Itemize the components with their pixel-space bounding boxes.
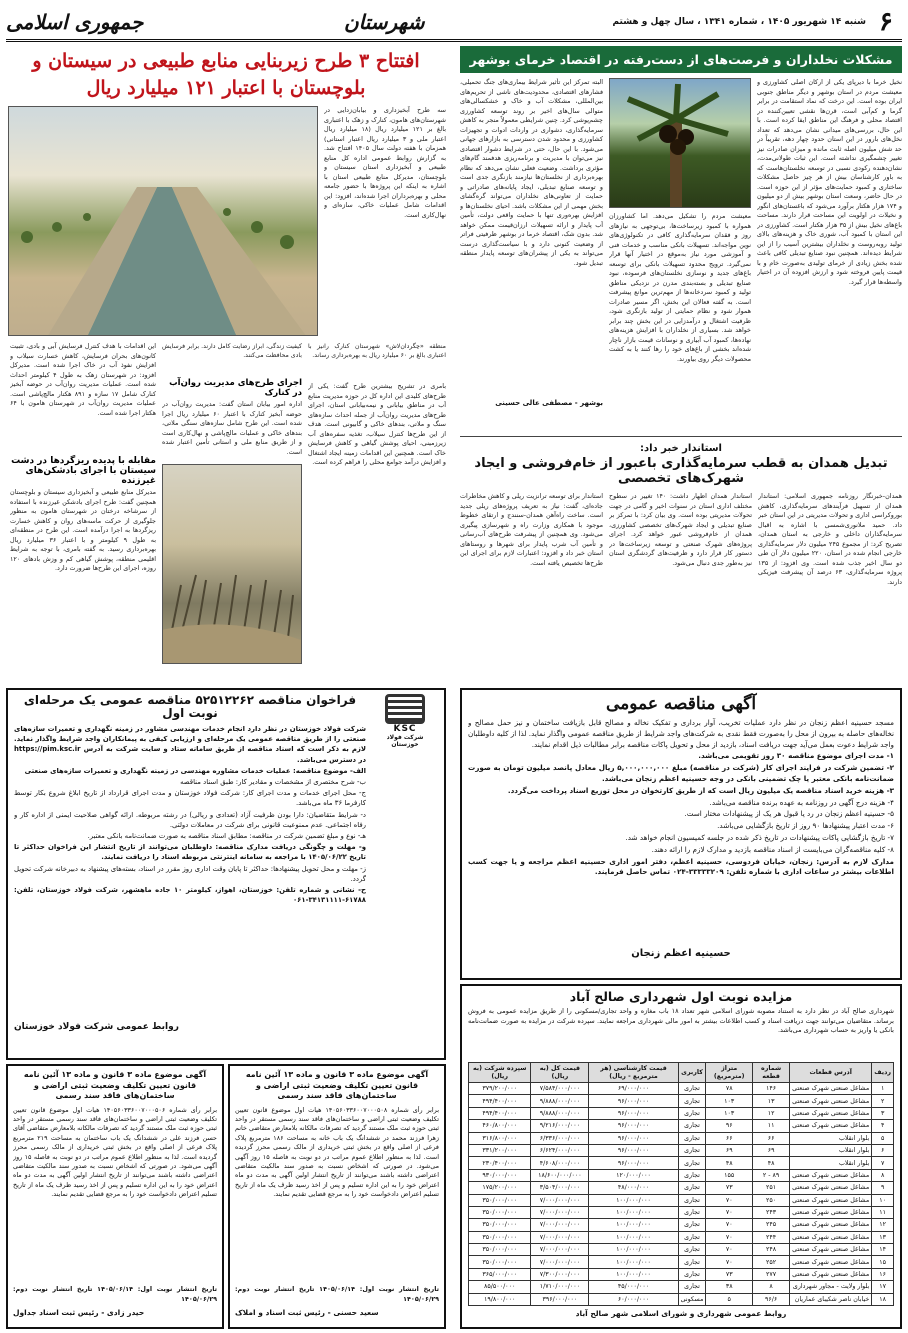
- table-cell: ۹/۸۸۸/۰۰۰/۰۰۰: [531, 1107, 589, 1119]
- ad-notice-1-title: آگهی موضوع ماده ۳ قانون و ماده ۱۳ آئین نامه قانون تعیین تکلیف وضعیت ثبتی اراضی و ساختمان‌های فاقد سند رسمی: [23, 1070, 207, 1100]
- masthead: [6, 4, 902, 42]
- story-hamedan-col-3: استاندار برای توسعه ترانزیت ریلی و کاهش مخاطرات جاده‌ای، گفت: نیاز به تعریف پروژه‌های ریلی جدید است. ساخت راه‌آهن همدان-سنندج و ارتقای خطوط موجود با همکاری وزارت راه و شهرسازی پیگیری می‌شود. وی همچنین از پیشرفت طرح‌های آب‌رسانی و تأمین آب شرب پایدار برای شهرها و روستاهای استان خبر داد و افزود: اعتبارات لازم برای اجرای این طرح‌ها تخصیص یافته است.: [460, 492, 603, 567]
- table-cell: ۷/۳۰۰/۰۰۰/۰۰۰: [531, 1268, 589, 1280]
- page-number: ۶: [879, 6, 893, 37]
- ad-tender-zanjan-title: آگهی مناقصه عمومی: [605, 694, 757, 714]
- ad-notice-1-dates: تاریخ انتشار نوبت اول: ۱۴۰۵/۰۶/۱۴ تاریخ انتشار نوبت دوم: ۱۴۰۵/۰۶/۲۹: [13, 1284, 217, 1304]
- table-cell: ۸۵/۵۰۰/۰۰۰: [469, 1281, 531, 1293]
- story-hamedan-headline: تبدیل همدان به قطب سرمایه‌گذاری باعبور از خام‌فروشی و ایجاد شهرک‌های تخصصی: [474, 456, 888, 486]
- table-cell: ۴۸: [753, 1157, 790, 1169]
- table-cell: ۳۳۱/۲۰۰/۰۰۰: [469, 1144, 531, 1156]
- table-row: [469, 1281, 894, 1293]
- table-cell: ۹۶/۰۰۰/۰۰۰: [589, 1107, 678, 1119]
- story-sistan-subhead-2: اجرای طرح‌های مدیریت روان‌آب در کنارک: [169, 378, 302, 398]
- table-cell: خیابان ناصر شکیبای عماریان: [790, 1293, 872, 1305]
- table-cell: تجاری: [678, 1083, 706, 1095]
- table-cell: مشاغل صنعتی شهرک صنعتی: [790, 1182, 872, 1194]
- table-cell: ۴۸/۰۰۰/۰۰۰: [589, 1182, 678, 1194]
- table-cell: ۷۰: [706, 1256, 753, 1268]
- table-row: [469, 1169, 894, 1181]
- table-cell: ۳۵۰/۰۰۰/۰۰۰: [469, 1194, 531, 1206]
- table-cell: ۷/۰۰۰/۰۰۰/۰۰۰: [531, 1231, 589, 1243]
- table-row: [469, 1182, 894, 1194]
- table-cell: ۹۶/۰۰۰/۰۰۰: [589, 1095, 678, 1107]
- canal-caption: منطقه «چگردان‌لاش» شهرستان کنارک رانیز با اعتباری بالغ بر ۶۰ میلیارد ریال به بهره‌برداری رساند.: [308, 343, 446, 359]
- table-cell: ۹۳۰/۰۰۰/۰۰۰: [469, 1169, 531, 1181]
- table-cell: ۱۷: [872, 1281, 894, 1293]
- table-cell: ۴۸: [706, 1157, 753, 1169]
- story-hamedan-col-2: استاندار همدان اظهار داشت: ۱۴۰ تغییر در سطوح مختلف اداری استان در سنوات اخیر و گامی در جهت تحولات مدیریتی بوده است. وی بیان کرد: با تمرکز بر صنایع تبدیلی و ایجاد شهرک‌های تخصصی کشاورزی، همدان از خام‌فروشی عبور خواهد کرد. اجرای پروژه‌های شهرک صنعتی و توسعه زیرساخت‌ها در دستور کار قرار دارد و ظرفیت‌های گردشگری استان نیز به‌طور جدی دنبال می‌شود.: [609, 492, 752, 567]
- table-cell: مشاغل صنعتی شهرک صنعتی: [790, 1095, 872, 1107]
- water-canal-icon: [8, 107, 317, 336]
- table-cell: ۶/۳۳۶/۰۰۰/۰۰۰: [531, 1132, 589, 1144]
- table-cell: مشاغل صنعتی شهرک صنعتی: [790, 1206, 872, 1218]
- ad-tender-ksc: [6, 688, 446, 1060]
- story-bushehr-headline: مشکلات نخلداران و فرصت‌های از دست‌رفته در اقتصاد خرمای بوشهر: [460, 46, 902, 73]
- table-cell: ۳/۵۰۴/۰۰۰/۰۰۰: [531, 1182, 589, 1194]
- table-cell: ۳۵۰/۰۰۰/۰۰۰: [469, 1231, 531, 1243]
- table-cell: ۱۵: [872, 1256, 894, 1268]
- table-row: [469, 1256, 894, 1268]
- table-cell: ۶۹: [706, 1144, 753, 1156]
- auction-table: [468, 1062, 894, 1306]
- table-cell: مشاغل صنعتی شهرک صنعتی: [790, 1219, 872, 1231]
- table-cell: ۲۴۴: [753, 1231, 790, 1243]
- table-cell: ۴۹۴/۴۰۰/۰۰۰: [469, 1107, 531, 1119]
- table-cell: ۷۳: [706, 1268, 753, 1280]
- table-cell: تجاری: [678, 1268, 706, 1280]
- table-cell: ۲۴۸: [753, 1244, 790, 1256]
- table-cell: ۷۰: [706, 1194, 753, 1206]
- table-row: [469, 1157, 894, 1169]
- table-cell: ۱۵۵: [706, 1169, 753, 1181]
- table-cell: ۹۶: [706, 1120, 753, 1132]
- table-cell: ۱۲: [872, 1219, 894, 1231]
- table-cell: ۱۰۰/۰۰۰/۰۰۰: [589, 1206, 678, 1218]
- table-cell: ۶۹/۰۰۰/۰۰۰: [589, 1083, 678, 1095]
- table-cell: ۶۶: [706, 1132, 753, 1144]
- table-cell: ۳۵۰/۰۰۰/۰۰۰: [469, 1206, 531, 1218]
- table-cell: ۳۵۰/۰۰۰/۰۰۰: [469, 1219, 531, 1231]
- table-cell: ۱۰۰/۰۰۰/۰۰۰: [589, 1231, 678, 1243]
- table-cell: ۱۰: [872, 1194, 894, 1206]
- table-cell: تجاری: [678, 1107, 706, 1119]
- table-cell: ۹۶/۶: [753, 1293, 790, 1305]
- table-cell: ۶۹: [753, 1144, 790, 1156]
- ksc-logo-icon: [385, 694, 425, 724]
- table-cell: ۱۰۰/۰۰۰/۰۰۰: [589, 1244, 678, 1256]
- story-sistan-lead: سه طرح آبخیزداری و بیابان‌زدایی در شهرستان‌های هامون، کنارک و زهک با اعتباری بالغ بر ۱۲۱ میلیارد ریال (۱۸ میلیارد ریال اعتبار ملی و ۳ میلیارد ریال اعتبار استانی) همزمان با هفته دولت سال ۱۴۰۵ افتتاح شد. به گزارش روابط عمومی اداره کل منابع طبیعی و آبخیزداری استان سیستان و بلوچستان، مدیرکل منابع طبیعی استان با اشاره به اینکه این پروژه‌ها با حضور جامعه محلی و بهره‌برداران اجرا شده‌اند، افزود: این اقدامات شامل عملیات خاکی، سازه‌ای و نهال‌کاری است.: [324, 106, 446, 219]
- table-cell: ۹۶/۰۰۰/۰۰۰: [589, 1120, 678, 1132]
- table-cell: ۷۸: [706, 1083, 753, 1095]
- table-cell: بلوار انقلاب: [790, 1157, 872, 1169]
- table-cell: ۱۸: [872, 1293, 894, 1305]
- table-cell: ۱/۷۱۰/۰۰۰/۰۰۰: [531, 1281, 589, 1293]
- table-cell: ۳۵۰/۰۰۰/۰۰۰: [469, 1256, 531, 1268]
- table-cell: ۷۰: [706, 1206, 753, 1218]
- table-cell: ۴۹۴/۴۰۰/۰۰۰: [469, 1095, 531, 1107]
- table-cell: ۱۸/۶۰۰/۰۰۰/۰۰۰: [531, 1169, 589, 1181]
- table-cell: ۲: [872, 1095, 894, 1107]
- bushes-caption: کیفیت زندگی، ابراز رضایت کامل دارند. برابر فرسایش بادی محافظت می‌کنند.: [162, 343, 302, 359]
- table-cell: ۱۱: [872, 1206, 894, 1218]
- ad-notice-2-dates: تاریخ انتشار نوبت اول: ۱۴۰۵/۰۶/۱۴ تاریخ انتشار نوبت دوم: ۱۴۰۵/۰۶/۲۹: [235, 1284, 439, 1304]
- ad-auction-saleh-abad: [460, 984, 902, 1329]
- table-row: [469, 1132, 894, 1144]
- palm-tree-icon: [609, 79, 750, 208]
- table-cell: ۱۰۰/۰۰۰/۰۰۰: [589, 1219, 678, 1231]
- story-sistan-headline: افتتاح ۳ طرح زیربنایی منابع طبیعی در سیستان و بلوچستان با اعتبار ۱۲۱ میلیارد ریال: [32, 50, 420, 99]
- table-cell: ۱: [872, 1083, 894, 1095]
- table-cell: ۱۳: [872, 1231, 894, 1243]
- story-bushehr-col-1: نخیل خرما با دیرپای یکی از ارکان اصلی کشاورزی و معیشت مردم در استان بوشهر و دیگر مناطق جنوبی ایران بوده است. این درخت که نماد استقامت در برابر گرما و کم‌آبی است، قرن‌ها نقشی تعیین‌کننده در اقتصاد محلی و فرهنگ این مناطق ایفا کرده است. با این حال، بررسی‌های میدانی نشان می‌دهد که تعداد نخل‌های بارور در این استان حدود چهار دهه، تقریباً در حد شش میلیون اصله ثابت مانده و میزان صادرات نیز تغییر چشمگیری نداشته است. این ثبات طولانی‌مدت، نشان‌دهنده رکودی نسبی در توسعه نخلستان‌هاست که به باور کارشناسان بیش از هر چیز حاصل مشکلات ساختاری و کمبود حمایت‌های مؤثر از این حوزه است. در حال حاضر، وسعت استان بوشهر بیش از دو میلیون و ۱۷۴ هزار هکتار برآورد می‌شود که باغستان‌های انگور و نخیلات در اولویت این مساحت قرار دارند. مساحت باغ‌های نخیل بیش از ۳۵ هزار هکتار است. کشاورزی در این استان با کمبود آب، شوری خاک و هزینه‌های بالای تولید روبه‌روست و نخلداران بیشترین آسیب را از این شرایط دیده‌اند. همچنین نبود صنایع تبدیلی کافی باعث شده بخش زیادی از خرمای تولیدی به‌صورت خام و با قیمت پایین فروخته شود و ارزش افزوده آن در اختیار واسطه‌ها قرار گیرد.: [757, 78, 902, 286]
- table-cell: بلوار انقلاب: [790, 1132, 872, 1144]
- table-cell: ۷/۰۰۰/۰۰۰/۰۰۰: [531, 1206, 589, 1218]
- table-row: [469, 1083, 894, 1095]
- auction-table-header: ردیف آدرس قطعات شماره قطعه متراژ (مترمربع) کاربری قیمت کارشناسی (هر مترمربع - ریال) قیمت کل (به ریال) سپرده شرکت (به ریال): [469, 1063, 894, 1083]
- table-cell: تجاری: [678, 1095, 706, 1107]
- table-cell: تجاری: [678, 1281, 706, 1293]
- ad-auction-signature: روابط عمومی شهرداری و شورای اسلامی شهر صالح آباد: [575, 1309, 787, 1319]
- ad-tender-ksc-body: شرکت فولاد خوزستان در نظر دارد انجام خدمات مهندسی مشاور در زمینه نگهداری و تعمیرات سازه‌های صنعتی را از طریق مناقصه عمومی یک مرحله‌ای و ارزیابی کیفی به پیمانکاران واجد شرایط واگذار نماید. لازم به ذکر است که اسناد مناقصه از طریق سامانه ستاد و سایت شرکت به آدرس https://pim.ksc.ir در دسترس می‌باشد. الف- موضوع مناقصه: عملیات خدمات مشاوره مهندسی در زمینه نگهداری و تعمیرات سازه‌های صنعتی ب- شرح مختصری از مشخصات و مقادیر کار: طبق اسناد مناقصه ج- محل اجرای خدمات و مدت اجرای کار: شرکت فولاد خوزستان و مدت اجرای قرارداد از تاریخ ابلاغ شروع بکار توسط کارفرما ۳۶ ماه می‌باشد. د- شرایط متقاضیان: دارا بودن ظرفیت آزاد (تعدادی و ریالی) در رشته مربوطه. ارائه گواهی صلاحیت ایمنی از اداره کار و رفاه اجتماعی. عدم ممنوعیت قانونی برای شرکت در معاملات دولتی. هـ- نوع و مبلغ تضمین شرکت در مناقصه: مطابق اسناد مناقصه به صورت ضمانت‌نامه بانکی معتبر. و- مهلت و چگونگی دریافت مدارک مناقصه: داوطلبان می‌توانند از تاریخ انتشار این فراخوان حداکثر تا تاریخ ۱۴۰۵/۰۶/۲۲ با مراجعه به سامانه اینترنتی مربوطه اسناد را دریافت نمایند. ز- مهلت و محل تحویل پیشنهادها: حداکثر تا پایان وقت اداری روز مقرر در اسناد، بسته‌های پیشنهاد به دبیرخانه شرکت تحویل گردد. ح- نشانی و شماره تلفن: خوزستان، اهواز، کیلومتر ۱۰ جاده ماهشهر، شرکت فولاد خوزستان، تلفن: ۶۱۷۸۸-۳۴۱۳۱۱۱۱-۰۶۱: [14, 725, 366, 905]
- ad-auction-title: مزایده نوبت اول شهرداری صالح آباد: [569, 989, 793, 1004]
- table-cell: ۱۰۰/۰۰۰/۰۰۰: [589, 1268, 678, 1280]
- table-cell: تجاری: [678, 1256, 706, 1268]
- ad-tender-ksc-signature: روابط عمومی شرکت فولاد خوزستان: [14, 1022, 179, 1032]
- table-row: [469, 1268, 894, 1280]
- table-cell: ۹: [872, 1182, 894, 1194]
- story-hamedan: [460, 436, 902, 686]
- ad-tender-ksc-title: فراخوان مناقصه ۵۲۵۱۲۲۶۲ مناقصه عمومی یک مرحله‌ای نوبت اول: [23, 693, 357, 720]
- table-cell: ۲۳۰/۴۰۰/۰۰۰: [469, 1157, 531, 1169]
- table-cell: ۲۴۳: [753, 1206, 790, 1218]
- table-cell: ۱۶: [872, 1268, 894, 1280]
- table-cell: مشاغل صنعتی شهرک صنعتی: [790, 1244, 872, 1256]
- table-row: [469, 1293, 894, 1305]
- table-cell: ۶/۶۲۴/۰۰۰/۰۰۰: [531, 1144, 589, 1156]
- news-area: [6, 46, 902, 686]
- table-cell: ۸: [872, 1169, 894, 1181]
- table-cell: ۷: [872, 1157, 894, 1169]
- table-cell: ۷۰: [706, 1244, 753, 1256]
- table-cell: مسکونی: [678, 1293, 706, 1305]
- table-row: [469, 1206, 894, 1218]
- table-cell: تجاری: [678, 1219, 706, 1231]
- story-hamedan-kicker: استاندار خبر داد:: [640, 443, 722, 454]
- table-cell: ۳: [872, 1107, 894, 1119]
- table-cell: ۱۷۵/۲۰۰/۰۰۰: [469, 1182, 531, 1194]
- table-cell: ۷۰: [706, 1231, 753, 1243]
- ad-notice-deed-2: [228, 1064, 446, 1329]
- table-cell: ۱۹/۸۰۰/۰۰۰: [469, 1293, 531, 1305]
- story-bushehr-byline: بوشهر - مصطفی عالی حسینی: [495, 399, 603, 407]
- table-cell: بلوار ولایت - مجاور شهرداری: [790, 1281, 872, 1293]
- table-cell: مشاغل صنعتی شهرک صنعتی: [790, 1107, 872, 1119]
- advertisements: [6, 688, 902, 1329]
- story-sistan-subhead-1: مقابله با پدیده ریزگردها در دشت سیستان با اجرای بادشکن‌های غیرزنده: [11, 456, 156, 486]
- table-cell: ۳۶۵/۰۰۰/۰۰۰: [469, 1268, 531, 1280]
- table-cell: ۷/۰۰۰/۰۰۰/۰۰۰: [531, 1244, 589, 1256]
- table-cell: ۳۵۰/۰۰۰/۰۰۰: [469, 1244, 531, 1256]
- table-cell: تجاری: [678, 1144, 706, 1156]
- table-cell: ۲۷۷: [753, 1268, 790, 1280]
- table-cell: ۳۷۹/۲۰۰/۰۰۰: [469, 1083, 531, 1095]
- table-row: [469, 1120, 894, 1132]
- table-cell: تجاری: [678, 1157, 706, 1169]
- table-cell: ۲۵۲: [753, 1256, 790, 1268]
- table-cell: ۶: [872, 1144, 894, 1156]
- table-cell: ۲۵۱: [753, 1182, 790, 1194]
- table-cell: مشاغل صنعتی شهرک صنعتی: [790, 1169, 872, 1181]
- canal-photo: [8, 106, 318, 336]
- table-row: [469, 1194, 894, 1206]
- table-cell: ۱۲: [753, 1107, 790, 1119]
- table-cell: ۷۳: [706, 1182, 753, 1194]
- table-cell: مشاغل صنعتی شهرک صنعتی: [790, 1231, 872, 1243]
- ad-notice-1-signature: حیدر زادی - رئیس ثبت اسناد جداول: [13, 1308, 145, 1318]
- table-cell: ۱۴: [872, 1244, 894, 1256]
- story-bushehr-col-2: معیشت مردم را تشکیل می‌دهد. اما کشاورزان همواره با کمبود زیرساخت‌ها، بی‌توجهی به نیازهای روز و فقدان سرمایه‌گذاری کافی در تکنولوژی‌های نوین مواجه‌اند. تسهیلات بانکی مناسب و خدمات فنی و آموزشی مورد نیاز به‌موقع در اختیار آنها قرار نمی‌گیرد. ترویج محدود تسهیلات بانکی برای توسعه باغ‌های جدید و نوسازی نخلستان‌های فرسوده، نبود صنایع تبدیلی و بسته‌بندی مدرن در نزدیکی مناطق تولید و کمبود سردخانه‌ها از مهم‌ترین موانع پیشرفت است. به گفته فعالان این بخش، اگر مسیر صادرات هموار شود و نظام حمایتی از تولید بازنگری شود، ظرفیت اشتغال و درآمدزایی در این بخش چند برابر خواهد شد. بسیاری از نخلداران با افزایش هزینه‌های نهاده‌ها، کمبود آب آبیاری و نوسانات قیمت بازار ناچار شده‌اند بخشی از باغ‌های خود را رها کنند یا به کشت محصولات دیگر روی بیاورند.: [609, 78, 751, 418]
- ad-auction-intro: شهرداری صالح آباد در نظر دارد به استناد مصوبه شورای اسلامی شهر تعداد ۱۸ باب مغازه و واحد تجاری/مسکونی را از طریق مزایده عمومی به فروش برساند. متقاضیان می‌توانند جهت دریافت اسناد و کسب اطلاعات بیشتر به امور مالی شهرداری مراجعه نمایند. سپرده شرکت در مزایده به صورت ضمانت‌نامه بانکی یا واریز به حساب شهرداری می‌باشد.: [468, 1007, 894, 1035]
- table-cell: ۱۱: [753, 1120, 790, 1132]
- table-cell: تجاری: [678, 1182, 706, 1194]
- table-cell: مشاغل صنعتی شهرک صنعتی: [790, 1268, 872, 1280]
- table-cell: بلوار انقلاب: [790, 1144, 872, 1156]
- table-cell: ۶۰/۰۰۰/۰۰۰: [589, 1293, 678, 1305]
- ad-tender-zanjan: [460, 688, 902, 980]
- table-cell: ۹۶/۰۰۰/۰۰۰: [589, 1144, 678, 1156]
- ksc-logo-name: شرکت فولاد خوزستان: [386, 734, 424, 748]
- dry-bushes-icon: [162, 465, 301, 664]
- section-title: شهرستان: [343, 9, 425, 34]
- table-cell: ۷۰: [706, 1219, 753, 1231]
- table-cell: ۹۶/۰۰۰/۰۰۰: [589, 1157, 678, 1169]
- table-cell: ۱۴۶: [753, 1083, 790, 1095]
- ad-notice-2-title: آگهی موضوع ماده ۳ قانون و ماده ۱۳ آئین نامه قانون تعیین تکلیف وضعیت ثبتی اراضی و ساختمان‌های فاقد سند رسمی: [245, 1070, 429, 1100]
- table-row: [469, 1219, 894, 1231]
- table-cell: تجاری: [678, 1169, 706, 1181]
- table-cell: ۲۴۵: [753, 1219, 790, 1231]
- table-row: [469, 1095, 894, 1107]
- table-cell: ۱۰۳: [706, 1107, 753, 1119]
- table-cell: ۷/۰۰۰/۰۰۰/۰۰۰: [531, 1256, 589, 1268]
- table-cell: ۴۶۰/۸۰۰/۰۰۰: [469, 1120, 531, 1132]
- table-cell: ۵: [872, 1132, 894, 1144]
- table-cell: ۷/۵۸۴/۰۰۰/۰۰۰: [531, 1083, 589, 1095]
- ad-notice-1-body: برابر رأی شماره ۱۴۰۵۶۰۳۳۶۰۰۷۰۰۰۵۰۶ هیات اول موضوع قانون تعیین تکلیف وضعیت ثبتی اراضی و ساختمان‌های فاقد سند رسمی مستقر در واحد ثبتی حوزه ثبت ملک مستند گردید که تصرفات مالکانه بلامعارض متقاضی آقای حسن فرزند علی در ششدانگ یک باب ساختمان به مساحت ۲۱۹ مترمربع پلاک فرعی از اصلی واقع در بخش ثبتی خریداری از مالک رسمی محرز گردیده است. لذا به منظور اطلاع عموم مراتب در دو نوبت به فاصله ۱۵ روز آگهی می‌شود. در صورتی که اشخاص نسبت به صدور سند مالکیت متقاضی اعتراضی داشته باشند می‌توانند از تاریخ انتشار اولین آگهی به مدت دو ماه اعتراض خود را به این اداره تسلیم و پس از اخذ رسید ظرف یک ماه از تاریخ تسلیم اعتراض دادخواست خود را به مرجع قضایی تقدیم نمایند.: [13, 1105, 217, 1199]
- story-bushehr-col-3: البته تمرکز این تأثیر شرایط بیماری‌های جنگ تحمیلی، فشارهای اقتصادی، محدودیت‌های ناشی از تحریم‌های بین‌المللی، مشکلات آب و خاک و خشکسالی‌های متوالی سال‌های اخیر بر روند توسعه کشاورزی چشم‌پوشی کرد. چنین شرایطی معمولاً منجر به کاهش سرمایه‌گذاری، دشواری در واردات ادوات و تجهیزات کشاورزی و محدود شدن دسترسی به بازارهای جهانی می‌شود. با این حال، حتی در شرایط دشوار اقتصادی نیز می‌توان با مدیریت و برنامه‌ریزی هدفمند گام‌های مؤثری برداشت. وضعیت فعلی نشان می‌دهد که نظام بهره‌برداری از نخلستان‌ها نیازمند بازنگری جدی است و توسعه صنایع تبدیلی، ایجاد پایانه‌های صادراتی و حمایت از تعاونی‌های نخلداران می‌تواند گره‌گشای بخش مهمی از این مشکلات باشد. احیای نخلستان‌ها و افزایش بهره‌وری تنها با حمایت واقعی دولت، تأمین آب پایدار و ارائه تسهیلات ارزان‌قیمت ممکن خواهد شد. بدون شک، اقتصاد خرما در بوشهر ظرفیتی فراتر از وضعیت کنونی دارد و با سیاست‌گذاری درست می‌تواند به یکی از پیشران‌های توسعه پایدار منطقه تبدیل شود. بوشهر - مصطفی عالی حسینی: [460, 78, 603, 407]
- table-cell: ۷/۰۰۰/۰۰۰/۰۰۰: [531, 1194, 589, 1206]
- newspaper-brand: جمهوری اسلامی: [6, 9, 144, 34]
- story-sistan-col-ab: این اقدامات با هدف کنترل فرسایش آبی و بادی، تثبیت کانون‌های بحران فرسایش، کاهش خسارت سیلاب و افزایش نفوذ آب در خاک اجرا شده است. مدیرکل افزود: در شهرستان زهک به طول ۴ کیلومتر احداث شده است. عملیات مدیریت روان‌آب در حوضه آبخیز کنارک شامل ۱۷ سازه و ۸۹۱ هکتار مالچ‌پاشی است. عملیات مدیریت روان‌آب در شهرستان هامون با ۶۴ هکتار اجرا شده است. مقابله با پدیده ریزگردها در دشت سیستان با اجرای بادشکن‌های غیرزنده مدیرکل منابع طبیعی و آبخیزداری سیستان و بلوچستان همچنین گفت: طرح اجرای بادشکن غیرزنده با استفاده از سرشاخه درختان در شهرستان هامون به منظور جلوگیری از حرکت ماسه‌های روان و کاهش خسارت ریزگردها به اجرا درآمده است. این طرح در منطقه‌ای به طول ۹ کیلومتر و با اعتبار ۳۶ میلیارد ریال بهره‌برداری رسید. به گفته بامری، با توجه به شرایط اقلیمی منطقه، پوشش گیاهی کم و وزش بادهای ۱۲۰ روزه، اجرای این طرح‌ها ضرورت دارد.: [10, 342, 156, 572]
- auction-table-body: [469, 1083, 894, 1306]
- table-cell: مشاغل صنعتی شهرک صنعتی: [790, 1194, 872, 1206]
- table-cell: ۸۹ - ۲: [753, 1169, 790, 1181]
- table-row: [469, 1244, 894, 1256]
- table-cell: تجاری: [678, 1244, 706, 1256]
- table-cell: ۱۲۰/۰۰۰/۰۰۰: [589, 1169, 678, 1181]
- table-cell: ۳۱۶/۸۰۰/۰۰۰: [469, 1132, 531, 1144]
- ad-notice-deed-1: [6, 1064, 224, 1329]
- ad-notice-2-signature: سعید حسنی - رئیس ثبت اسناد و املاک: [235, 1308, 379, 1318]
- story-sistan: [6, 46, 446, 686]
- table-cell: ۱۰۳: [706, 1095, 753, 1107]
- table-cell: ۳۹۶/۰۰۰/۰۰۰: [531, 1293, 589, 1305]
- table-cell: تجاری: [678, 1194, 706, 1206]
- story-hamedan-col-1: همدان-خبرنگار روزنامه جمهوری اسلامی: استاندار همدان از تسهیل فرآیندهای سرمایه‌گذاری، کاهش بوروکراسی اداری و تحولات مدیریتی در این استان خبر داد. حمید ملانوری‌شمسی با اشاره به اقبال سرمایه‌گذاران داخلی و خارجی به استان همدان، تصریح کرد: از مجموع ۲۴۵ میلیون دلار سرمایه‌گذاری خارجی انجام شده در استان، ۲۲۰ میلیون دلار آن طی دو سال اخیر جذب شده است. وی افزود: از ۱۳۵ پروژه سرمایه‌گذاری، ۶۳ درصد آن پیشرفت فیزیکی دارند.: [758, 492, 902, 586]
- table-row: [469, 1144, 894, 1156]
- table-cell: مشاغل صنعتی شهرک صنعتی: [790, 1083, 872, 1095]
- table-cell: ۶۶: [753, 1132, 790, 1144]
- table-cell: ۱۰۰/۰۰۰/۰۰۰: [589, 1194, 678, 1206]
- table-cell: تجاری: [678, 1132, 706, 1144]
- table-cell: ۹۶/۰۰۰/۰۰۰: [589, 1132, 678, 1144]
- windbreak-photo: [162, 464, 302, 664]
- table-cell: ۳۸: [706, 1281, 753, 1293]
- date-line: شنبه ۱۴ شهریور ۱۴۰۵ ، شماره ۱۳۴۱ ، سال چهل و هشتم: [612, 16, 866, 27]
- ad-notice-2-body: برابر رأی شماره ۱۴۰۵۶۰۳۳۶۰۰۷۰۰۰۵۰۸ هیات اول موضوع قانون تعیین تکلیف وضعیت ثبتی اراضی و ساختمان‌های فاقد سند رسمی مستقر در واحد ثبتی حوزه ثبت ملک مستند گردید که تصرفات مالکانه بلامعارض متقاضی خانم زهرا فرزند محمد در ششدانگ یک باب خانه به مساحت ۱۸۶ مترمربع پلاک فرعی از اصلی واقع در بخش ثبتی خریداری از مالک رسمی محرز گردیده است. لذا به منظور اطلاع عموم مراتب در دو نوبت به فاصله ۱۵ روز آگهی می‌شود. در صورتی که اشخاص نسبت به صدور سند مالکیت متقاضی اعتراضی داشته باشند می‌توانند از تاریخ انتشار اولین آگهی به مدت دو ماه اعتراض خود را به این اداره تسلیم و پس از اخذ رسید ظرف یک ماه از تاریخ تسلیم اعتراض دادخواست خود را به مرجع قضایی تقدیم نمایند.: [235, 1105, 439, 1199]
- table-cell: ۵: [706, 1293, 753, 1305]
- table-cell: ۹/۲۱۶/۰۰۰/۰۰۰: [531, 1120, 589, 1132]
- table-cell: تجاری: [678, 1231, 706, 1243]
- story-sistan-col-d: کیفیت زندگی، ابراز رضایت کامل دارند. برابر فرسایش بادی محافظت می‌کنند. اجرای طرح‌های مدیریت روان‌آب در کنارک اداره امور بیابان استان گفت: مدیریت روان‌آب در حوضه آبخیز کنارک با اعتبار ۶۰ میلیارد ریال اجرا شده است. این طرح شامل سازه‌های سنگی ملاتی، بندهای خاکی و عملیات مالچ‌پاشی و نهال‌کاری است و از طریق منابع ملی و استانی تأمین اعتبار شده است.: [162, 342, 302, 694]
- ksc-logo: [372, 694, 438, 748]
- table-cell: ۱۰۰/۰۰۰/۰۰۰: [589, 1256, 678, 1268]
- ksc-logo-letters: KSC: [393, 724, 417, 734]
- story-bushehr: [460, 46, 902, 431]
- table-cell: مشاغل صنعتی شهرک صنعتی: [790, 1120, 872, 1132]
- table-cell: ۹/۸۸۸/۰۰۰/۰۰۰: [531, 1095, 589, 1107]
- table-cell: ۲۵۰: [753, 1194, 790, 1206]
- table-cell: ۸: [753, 1281, 790, 1293]
- table-cell: تجاری: [678, 1120, 706, 1132]
- date-palm-photo: [609, 78, 751, 208]
- table-cell: مشاغل صنعتی شهرک صنعتی: [790, 1256, 872, 1268]
- table-row: [469, 1231, 894, 1243]
- table-cell: ۴: [872, 1120, 894, 1132]
- table-cell: ۴/۶۰۸/۰۰۰/۰۰۰: [531, 1157, 589, 1169]
- ad-tender-zanjan-signature: حسینیه اعظم زنجان: [631, 948, 731, 959]
- table-cell: ۱۳: [753, 1095, 790, 1107]
- table-row: [469, 1107, 894, 1119]
- table-cell: ۷/۰۰۰/۰۰۰/۰۰۰: [531, 1219, 589, 1231]
- table-cell: ۴۵/۰۰۰/۰۰۰: [589, 1281, 678, 1293]
- ad-tender-zanjan-body: مسجد حسینیه اعظم زنجان در نظر دارد عملیات تخریب، آوار برداری و تفکیک نخاله و مصالح قابل بازیافت ساختمان و نیز حمل مصالح و نخاله‌های حاصله به بیرون از محل را به‌صورت فقط نقدی به شرکت‌های واجد شرایط از طریق مناقصه عمومی واگذار نماید. لذا از کلیه داوطلبان واجد شرایط دعوت بعمل می‌آید جهت دریافت اسناد، بازدید از محل و تحویل پاکات مناقصه برابر مطالبات ذیل اقدام نمایند. ۱- مدت اجرای موضوع مناقصه ۳۰ روز تقویمی می‌باشد. ۲- تضمین شرکت در فرایند اجرای کار (شرکت در مناقصه) مبلغ ۵,۰۰۰,۰۰۰,۰۰۰ ریال معادل پانصد میلیون تومان به صورت ضمانت‌نامه بانکی معتبر یا چک تضمینی بانکی در وجه حسینیه اعظم زنجان می‌باشد. ۳- هزینه خرید اسناد مناقصه یک میلیون ریال است که از طریق کارتخوان در محل توزیع اسناد پرداخت می‌گردد. ۴- هزینه درج آگهی در روزنامه به عهده برنده مناقصه می‌باشد. ۵- حسینیه اعظم زنجان در رد یا قبول هر یک از پیشنهادات مختار است. ۶- مدت اعتبار پیشنهادها ۹۰ روز از تاریخ بازگشایی می‌باشد. ۷- تاریخ بازگشایی پاکات پیشنهادات در تاریخ ذکر شده در جلسه کمیسیون انجام خواهد شد. ۸- کلیه مناقصه‌گران می‌بایست از اسناد مناقصه بازدید و مدارک لازم را ارائه دهند. مدارک لازم به آدرس: زنجان، خیابان فردوسی، حسینیه اعظم، دفتر امور اداری حسینیه اعظم مراجعه و یا جهت کسب اطلاعات بیشتر در ساعات اداری با شماره تلفن: ۳۳۳۳۳۲۰۹-۰۲۴ تماس حاصل فرمایند.: [468, 718, 894, 877]
- story-sistan-col-c: منطقه «چگردان‌لاش» شهرستان کنارک رانیز با اعتباری بالغ بر ۶۰ میلیارد ریال به بهره‌برداری رساند. بامری در تشریح بیشترین طرح گفت: یکی از طرح‌های کلیدی این اداره کل در حوزه مدیریت منابع آب در مناطق بیابانی و نیمه‌بیابانی استان، اجرای طرح‌های مدیریت روان‌آب از جمله احداث سازه‌های سنگ و ملاتی، بندهای خاکی و گابیونی است. هدف از این طرح‌ها کنترل سیلاب، تغذیه سفره‌های آب زیرزمینی، احیای پوشش گیاهی و کاهش فرسایش خاک است. همچنین این اقدامات زمینه ایجاد اشتغال و افزایش درآمد جوامع محلی را فراهم کرده است.: [308, 343, 446, 466]
- table-cell: تجاری: [678, 1206, 706, 1218]
